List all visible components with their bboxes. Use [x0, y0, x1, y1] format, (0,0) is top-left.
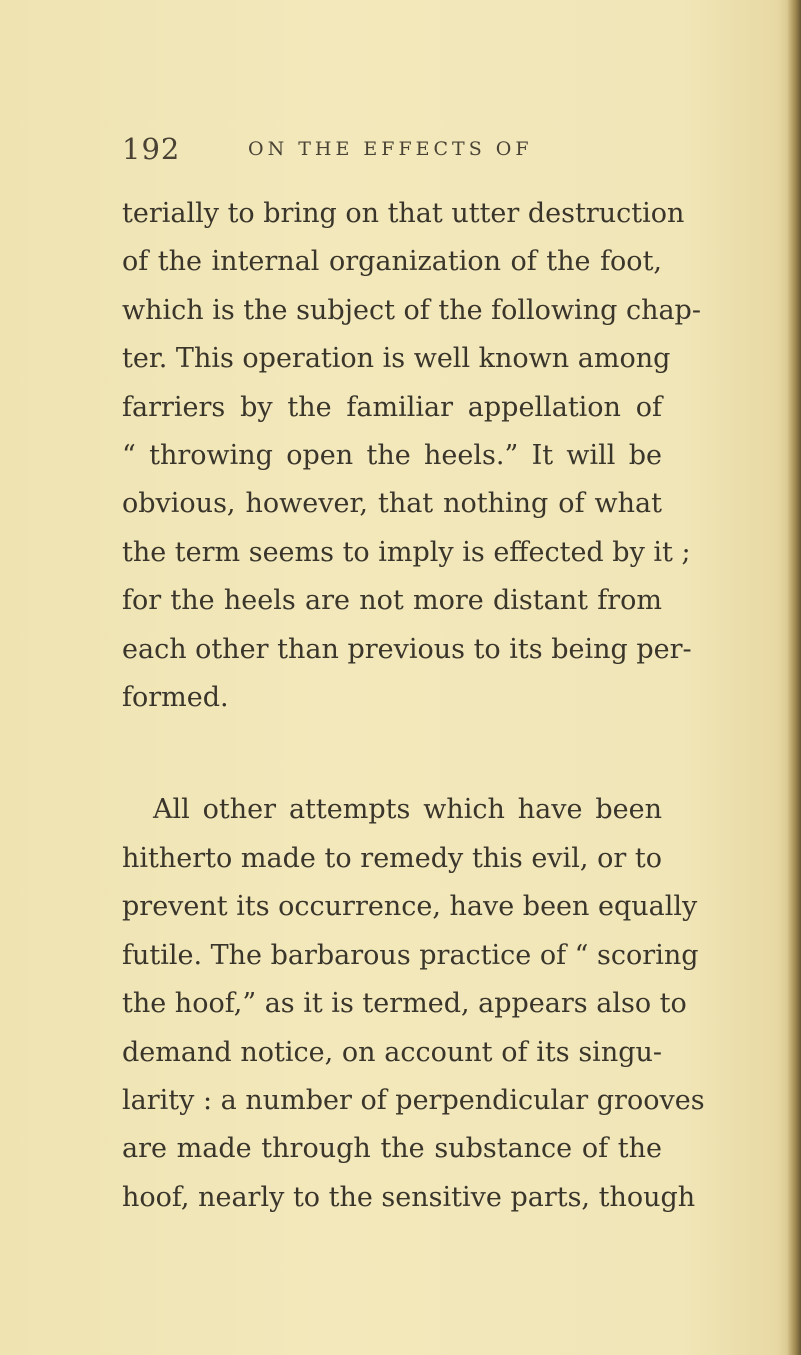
text-line: terially to bring on that utter destruction: [122, 198, 685, 229]
text-line: for the heels are not more distant from: [122, 585, 662, 617]
text-line: futile. The barbarous practice of “ scoring: [122, 939, 699, 971]
text-line: farriers by the familiar appellation of: [122, 391, 662, 423]
text-line: hoof, nearly to the sensitive parts, though: [122, 1181, 696, 1213]
text-line: larity : a number of perpendicular grooves: [122, 1084, 705, 1116]
text-line: “ throwing open the heels.” It will be: [122, 440, 662, 472]
text-line: are made through the substance of the: [122, 1133, 662, 1165]
text-line: All other attempts which have been: [153, 794, 662, 826]
text-line: the hoof,” as it is termed, appears also to: [122, 988, 687, 1020]
body-text: [122, 190, 705, 1222]
text-line: demand notice, on account of its singu-: [122, 1036, 662, 1068]
text-line: which is the subject of the following chap-: [122, 294, 701, 326]
text-line: the term seems to imply is effected by it ;: [122, 536, 691, 568]
text-line: formed.: [122, 682, 229, 714]
text-line: of the internal organization of the foot,: [122, 246, 662, 278]
page-number: 192: [122, 132, 181, 166]
text-line: each other than previous to its being per-: [122, 633, 692, 665]
text-line: ter. This operation is well known among: [122, 343, 671, 375]
text-line: hitherto made to remedy this evil, or to: [122, 842, 662, 874]
text-line: prevent its occurrence, have been equally: [122, 891, 698, 923]
running-head: ON THE EFFECTS OF: [248, 138, 533, 160]
text-line: obvious, however, that nothing of what: [122, 488, 662, 520]
page-edge-shadow: [787, 0, 801, 1355]
paragraph-gap: [122, 722, 662, 786]
